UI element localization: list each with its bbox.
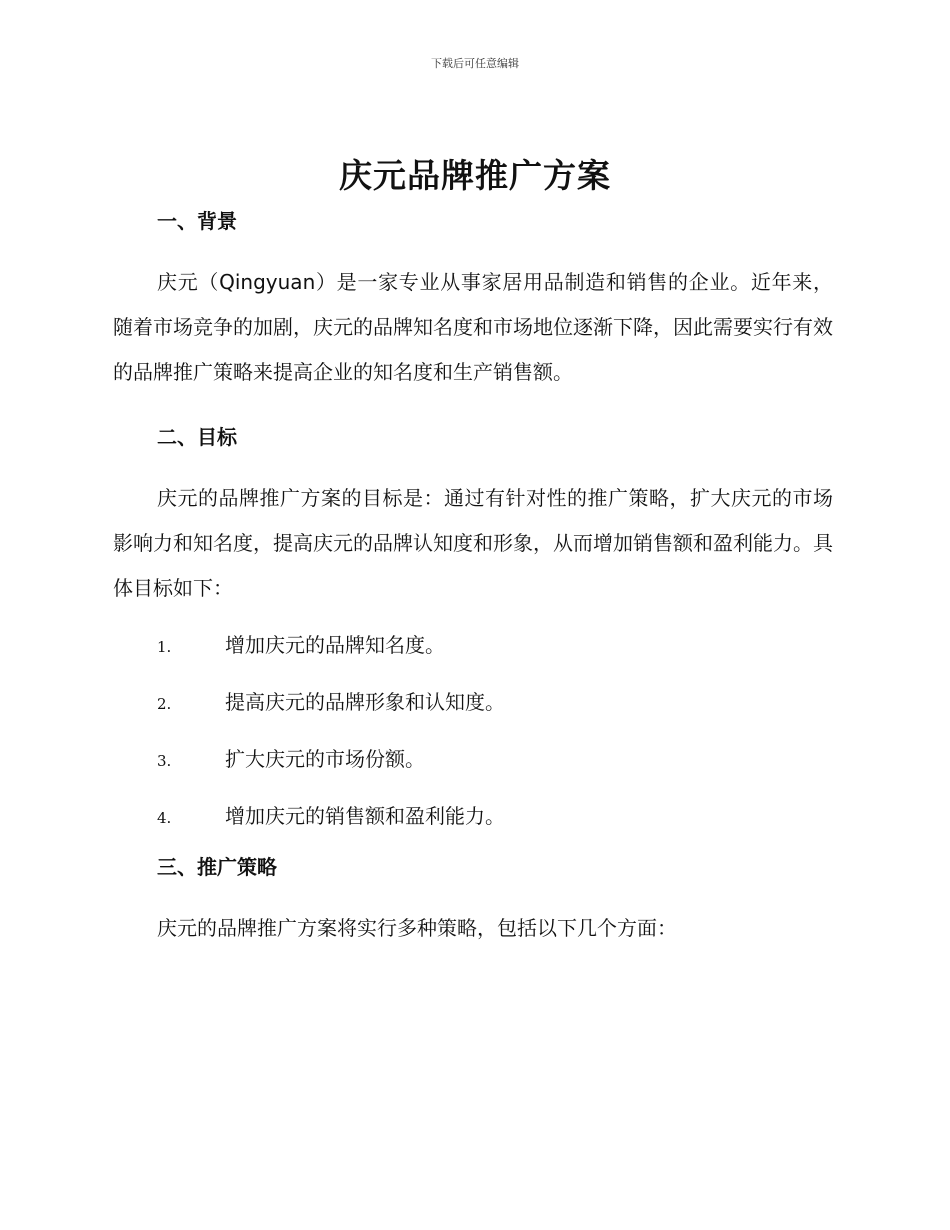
paragraph-strategy: 庆元的品牌推广方案将实行多种策略，包括以下几个方面：	[157, 916, 677, 940]
list-item	[113, 686, 833, 743]
list-item	[113, 629, 833, 686]
section-heading-background: 一、背景	[157, 209, 237, 233]
list-item-number: 1.	[157, 638, 172, 656]
list-item-text: 增加庆元的销售额和盈利能力。	[225, 804, 505, 828]
paragraph-goals: 庆元的品牌推广方案的目标是：通过有针对性的推广策略，扩大庆元的市场影响力和知名度，提高庆元的品牌认知度和形象，从而增加销售额和盈利能力。具体目标如下：	[113, 486, 833, 600]
list-item-number: 2.	[157, 695, 172, 713]
header-note: 下载后可任意编辑	[431, 57, 519, 70]
list-item	[113, 743, 833, 800]
goals-list	[113, 629, 833, 857]
document-title: 庆元品牌推广方案	[339, 156, 611, 195]
list-item-text: 增加庆元的品牌知名度。	[225, 633, 445, 657]
section-heading-strategy: 三、推广策略	[157, 855, 277, 879]
document-body	[113, 205, 833, 951]
list-item-number: 4.	[157, 809, 172, 827]
list-item	[113, 800, 833, 857]
list-item-text: 提高庆元的品牌形象和认知度。	[225, 690, 505, 714]
list-item-number: 3.	[157, 752, 172, 770]
list-item-text: 扩大庆元的市场份额。	[225, 747, 425, 771]
section-heading-goals: 二、目标	[157, 425, 237, 449]
paragraph-background: 庆元（Qingyuan）是一家专业从事家居用品制造和销售的企业。近年来，随着市场竞争的加剧，庆元的品牌知名度和市场地位逐渐下降，因此需要实行有效的品牌推广策略来提高企业的知名度和生产销售额。	[113, 270, 833, 384]
